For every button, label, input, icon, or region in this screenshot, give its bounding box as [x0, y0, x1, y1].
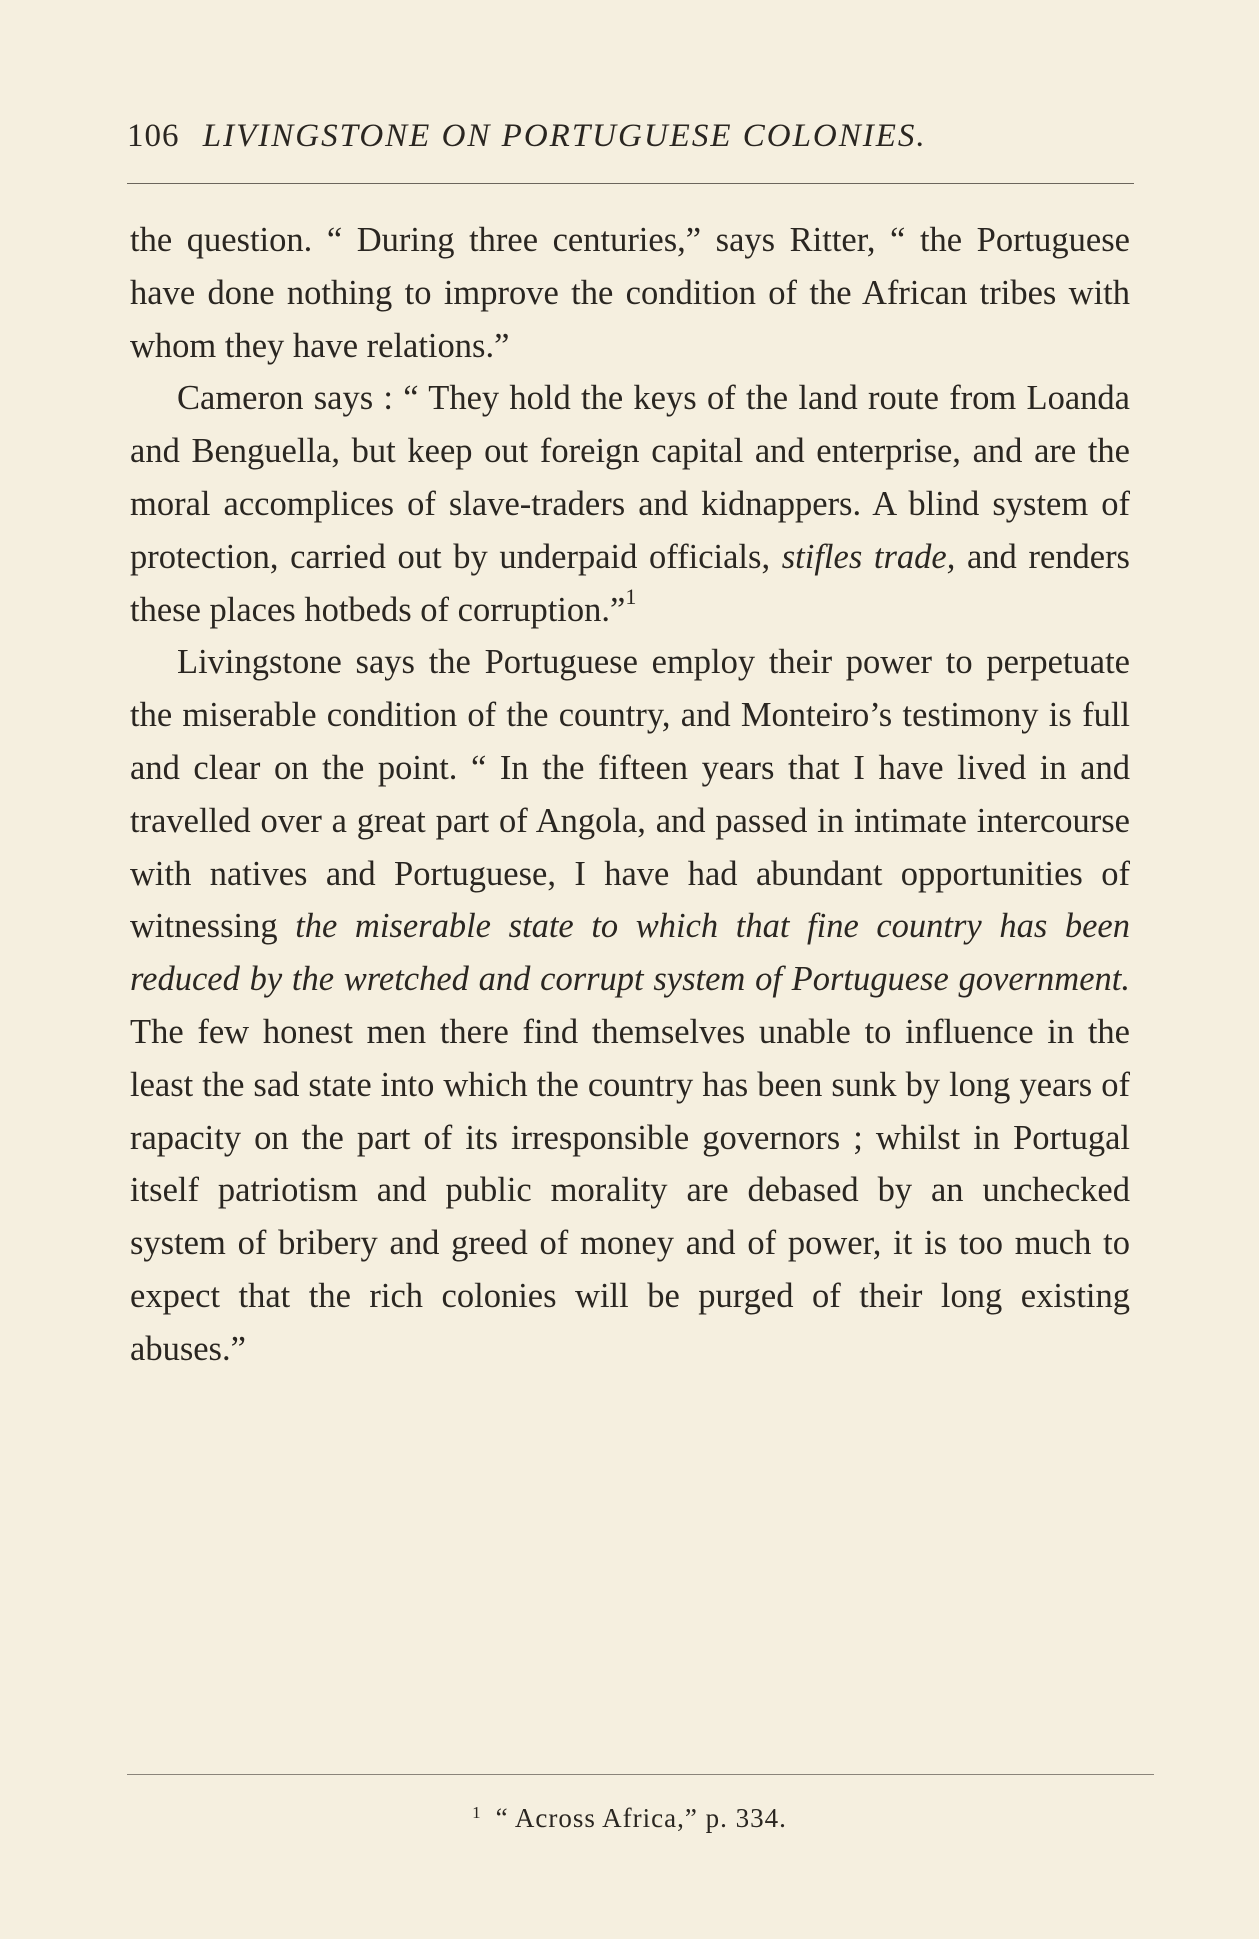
page-number: 106	[127, 118, 180, 154]
italic-emphasis: stifles trade,	[781, 537, 956, 576]
footnote-text: “ Across Africa,” p. 334.	[495, 1803, 787, 1833]
paragraph-livingstone: Livingstone says the Portuguese employ their power to perpetuate the miserable condition of the country, and Monteiro’s testimony is full and clear on the point. “ In the fifteen years that I have lived in and travelled over a great part of Angola, and passed in intimate intercourse with natives and Portuguese, I have had abundant opportunities of witnessing the miserable state to which that fine country has been reduced by the wretched and corrupt system of Portuguese government. The few honest men there find themselves unable to influence in the least the sad state into which the country has been sunk by long years of rapacity on the part of its irresponsible governors ; whilst in Portugal itself patriotism and public morality are debased by an unchecked system of bribery and greed of money and of power, it is too much to expect that the rich colonies will be purged of their long existing abuses.”	[130, 643, 1130, 1368]
footnote-marker: 1	[472, 1803, 482, 1822]
italic-quote: the miserable state to which that fine country has been reduced by the wretched and corrupt system of Portuguese government.	[130, 907, 1130, 999]
footnote-ref: 1	[625, 583, 637, 609]
paragraph-cameron: Cameron says : “ They hold the keys of the land route from Loanda and Benguella, but keep out foreign capital and enterprise, and are the moral accomplices of slave-traders and kidnappers. A blind system of protection, carried out by underpaid officials, stifles trade, and renders these places hotbeds of corruption.”$^1$	[130, 379, 1130, 629]
footnote	[0, 1803, 1259, 1834]
running-header	[127, 118, 1127, 155]
paragraph-ritter: the question. “ During three centuries,” says Ritter, “ the Portuguese have done nothing to improve the condition of the African tribes with whom they have relations.”	[130, 221, 1130, 365]
footnote-rule	[127, 1774, 1154, 1775]
running-title: LIVINGSTONE ON PORTUGUESE COLONIES.	[202, 118, 927, 154]
body-text	[130, 214, 1130, 1376]
header-rule	[127, 183, 1134, 184]
